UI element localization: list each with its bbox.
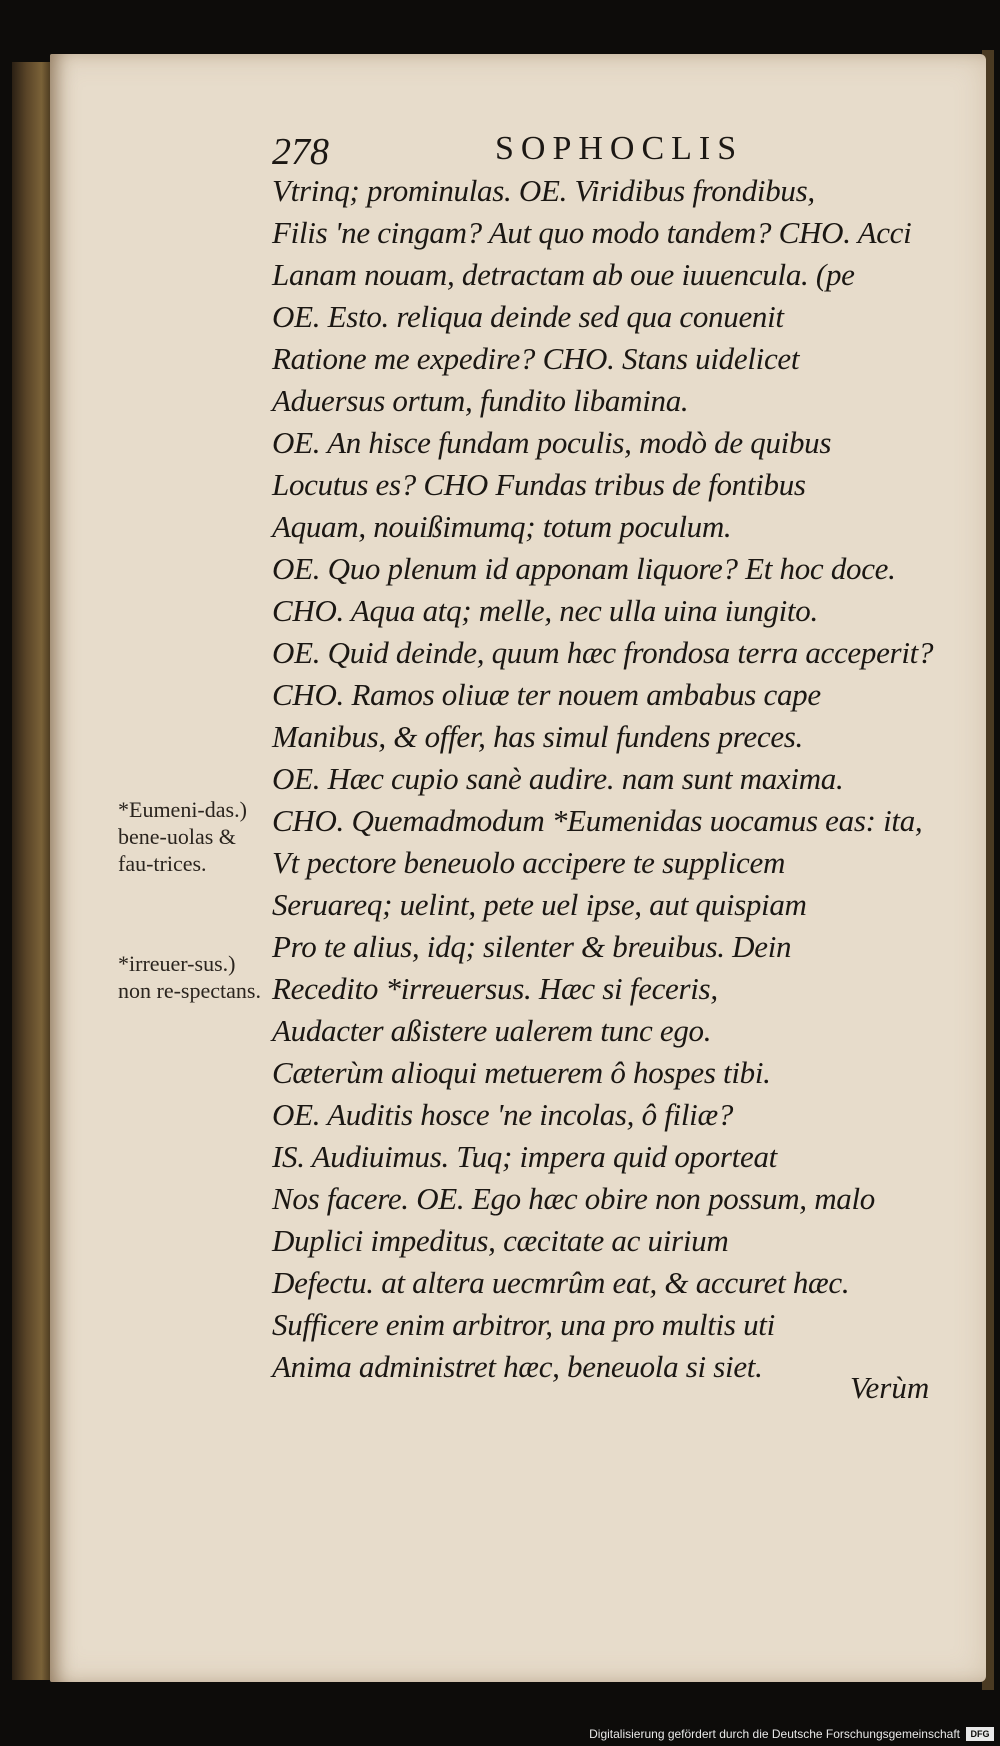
verse-line: IS. Audiuimus. Tuq; impera quid oporteat	[272, 1139, 777, 1174]
verse-line: Aduersus ortum, fundito libamina.	[272, 383, 689, 418]
dfg-logo-icon: DFG	[966, 1727, 994, 1741]
verse-text	[272, 170, 977, 1388]
verse-line: Audacter aßistere ualerem tunc ego.	[272, 1013, 712, 1048]
verse-line: Filis 'ne cingam? Aut quo modo tandem? CHO. Acci	[272, 215, 912, 250]
verse-line: Defectu. at altera ueстrûm eat, & accuret hæc.	[272, 1265, 850, 1300]
verse-line: Manibus, & offer, has simul fundens preces.	[272, 719, 804, 754]
verse-line: Vtrinq; prominulas. OE. Viridibus frondibus,	[272, 173, 815, 208]
verse-line: OE. Hæc cupio sanè audire. nam sunt maxima.	[272, 761, 844, 796]
verse-line: Vt pectore beneuolo accipere te supplicem	[272, 845, 786, 880]
verse-line: Duplici impeditus, cæcitate ac uirium	[272, 1223, 729, 1258]
book-spine	[12, 62, 54, 1680]
verse-line: OE. Esto. reliqua deinde sed qua conuenit	[272, 299, 784, 334]
book-page	[50, 54, 986, 1682]
margin-note-irreuersus: *irreuer-sus.) non re-spectans.	[118, 951, 261, 1003]
verse-line: CHO. Aqua atq; melle, nec ulla uina iungito.	[272, 593, 818, 628]
margin-note-eumenidas: *Eumeni-das.) bene-uolas & fau-trices.	[118, 797, 247, 876]
footer-credit: Digitalisierung gefördert durch die Deutsche Forschungsgemeinschaft	[589, 1727, 960, 1741]
verse-line: Anima administret hæc, beneuola si siet.	[272, 1349, 763, 1384]
digitization-footer	[0, 1724, 1000, 1746]
verse-line: Recedito *irreuersus. Hæc si feceris,	[272, 971, 718, 1006]
catchword: Verùm	[850, 1370, 930, 1405]
verse-line: Seruareq; uelint, pete uel ipse, aut quispiam	[272, 887, 807, 922]
verse-line: OE. Auditis hosce 'ne incolas, ô filiæ?	[272, 1097, 734, 1132]
verse-line: Locutus es? CHO Fundas tribus de fontibus	[272, 467, 806, 502]
verse-line: Cæterùm alioqui metuerem ô hospes tibi.	[272, 1055, 771, 1090]
verse-line: OE. An hisce fundam poculis, modò de quibus	[272, 425, 832, 460]
verse-line: Aquam, nouißimumq; totum poculum.	[272, 509, 732, 544]
verse-line: Lanam nouam, detractam ab oue iuuencula. (pe	[272, 257, 855, 292]
verse-line: CHO. Quemadmodum *Eumenidas uocamus eas: ita,	[272, 803, 923, 838]
page-number: 278	[272, 131, 329, 173]
verse-line: Ratione me expedire? CHO. Stans uidelicet	[272, 341, 800, 376]
running-title: SOPHOCLIS	[495, 130, 744, 167]
verse-line: OE. Quo plenum id apponam liquore? Et hoc doce.	[272, 551, 896, 586]
verse-line: CHO. Ramos oliuæ ter nouem ambabus cape	[272, 677, 821, 712]
verse-line: Nos facere. OE. Ego hæc obire non possum, malo	[272, 1181, 875, 1216]
verse-line: Pro te alius, idq; silenter & breuibus. Dein	[272, 929, 792, 964]
verse-line: OE. Quid deinde, quum hæc frondosa terra acceperit?	[272, 635, 934, 670]
verse-line: Sufficere enim arbitror, una pro multis uti	[272, 1307, 775, 1342]
